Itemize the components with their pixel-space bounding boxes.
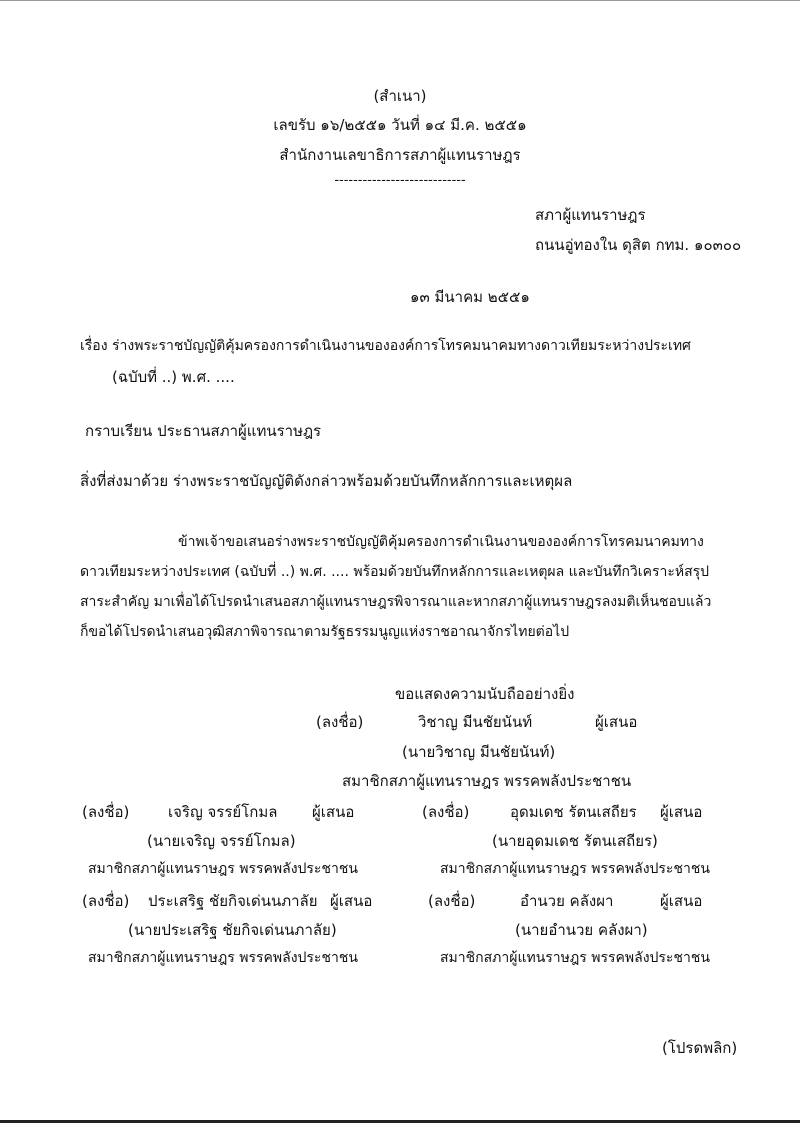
proposer-label-s4: ผู้เสนอ xyxy=(660,892,703,910)
copy-label: (สำเนา) xyxy=(373,87,427,105)
page-bottom-edge xyxy=(0,1120,800,1123)
address-line-2: ถนนอู่ทองใน ดุสิต กทม. ๑๐๓๐๐ xyxy=(535,236,742,254)
sign-label-main: (ลงชื่อ) xyxy=(316,713,364,731)
proposer-label-main: ผู้เสนอ xyxy=(595,713,638,731)
subject-line-1: เรื่อง ร่างพระราชบัญญัติคุ้มครองการดำเนินงานขององค์การโทรคมนาคมทางดาวเทียมระหว่างประเทศ xyxy=(80,338,691,354)
full-name-s1: (นายเจริญ จรรย์โกมล) xyxy=(147,832,296,850)
sign-label-s1: (ลงชื่อ) xyxy=(82,803,130,821)
page-top-edge xyxy=(0,0,800,1)
proposer-label-s3: ผู้เสนอ xyxy=(330,892,373,910)
salutation: กราบเรียน ประธานสภาผู้แทนราษฎร xyxy=(85,422,322,440)
full-name-s3: (นายประเสริฐ ชัยกิจเด่นนภาลัย) xyxy=(128,921,337,939)
position-s3: สมาชิกสภาผู้แทนราษฎร พรรคพลังประชาชน xyxy=(88,950,358,966)
body-line-4: ก็ขอได้โปรดนำเสนอวุฒิสภาพิจารณาตามรัฐธรรมนูญแห่งราชอาณาจักรไทยต่อไป xyxy=(80,624,570,640)
sign-label-s3: (ลงชื่อ) xyxy=(82,892,130,910)
position-s1: สมาชิกสภาผู้แทนราษฎร พรรคพลังประชาชน xyxy=(88,861,358,877)
signature-main: วิชาญ มีนชัยนันท์ xyxy=(418,713,533,731)
signature-s2: อุดมเดช รัตนเสถียร xyxy=(510,803,637,821)
proposer-label-s2: ผู้เสนอ xyxy=(660,803,703,821)
signature-s3: ประเสริฐ ชัยกิจเด่นนภาลัย xyxy=(148,892,318,910)
position-s2: สมาชิกสภาผู้แทนราษฎร พรรคพลังประชาชน xyxy=(440,861,710,877)
body-line-2: ดาวเทียมระหว่างประเทศ (ฉบับที่ ..) พ.ศ. .... พร้อมด้วยบันทึกหลักการและเหตุผล และบันทึกวิเคราะห์สรุป xyxy=(80,564,710,580)
enclosure: สิ่งที่ส่งมาด้วย ร่างพระราชบัญญัติดังกล่าวพร้อมด้วยบันทึกหลักการและเหตุผล xyxy=(80,472,573,490)
closing: ขอแสดงความนับถืออย่างยิ่ง xyxy=(395,685,575,703)
full-name-main: (นายวิชาญ มีนชัยนันท์) xyxy=(402,743,556,761)
signature-s4: อำนวย คลังผา xyxy=(520,892,614,910)
signature-s1: เจริญ จรรย์โกมล xyxy=(168,803,278,821)
proposer-label-s1: ผู้เสนอ xyxy=(312,803,355,821)
body-line-1: ข้าพเจ้าขอเสนอร่างพระราชบัญญัติคุ้มครองการดำเนินงานขององค์การโทรคมนาคมทาง xyxy=(178,534,704,550)
position-main: สมาชิกสภาผู้แทนราษฎร พรรคพลังประชาชน xyxy=(342,772,632,790)
body-line-3: สาระสำคัญ มาเพื่อได้โปรดนำเสนอสภาผู้แทนราษฎรพิจารณาและหากสภาผู้แทนราษฎรลงมติเห็นชอบแล้ว xyxy=(80,594,712,610)
receipt-line: เลขรับ ๑๖/๒๕๕๑ วันที่ ๑๔ มี.ค. ๒๕๕๑ xyxy=(273,116,527,134)
subject-line-2: (ฉบับที่ ..) พ.ศ. .... xyxy=(112,368,235,386)
office-name: สำนักงานเลขาธิการสภาผู้แทนราษฎร xyxy=(279,146,521,164)
full-name-s4: (นายอำนวย คลังผา) xyxy=(515,921,648,939)
please-turn-over: (โปรดพลิก) xyxy=(662,1039,738,1057)
address-line-1: สภาผู้แทนราษฎร xyxy=(535,206,646,224)
position-s4: สมาชิกสภาผู้แทนราษฎร พรรคพลังประชาชน xyxy=(440,950,710,966)
separator: ---------------------------- xyxy=(334,173,466,188)
document-date: ๑๓ มีนาคม ๒๕๕๑ xyxy=(410,288,530,306)
sign-label-s4: (ลงชื่อ) xyxy=(428,892,476,910)
full-name-s2: (นายอุดมเดช รัตนเสถียร) xyxy=(492,832,658,850)
sign-label-s2: (ลงชื่อ) xyxy=(422,803,470,821)
